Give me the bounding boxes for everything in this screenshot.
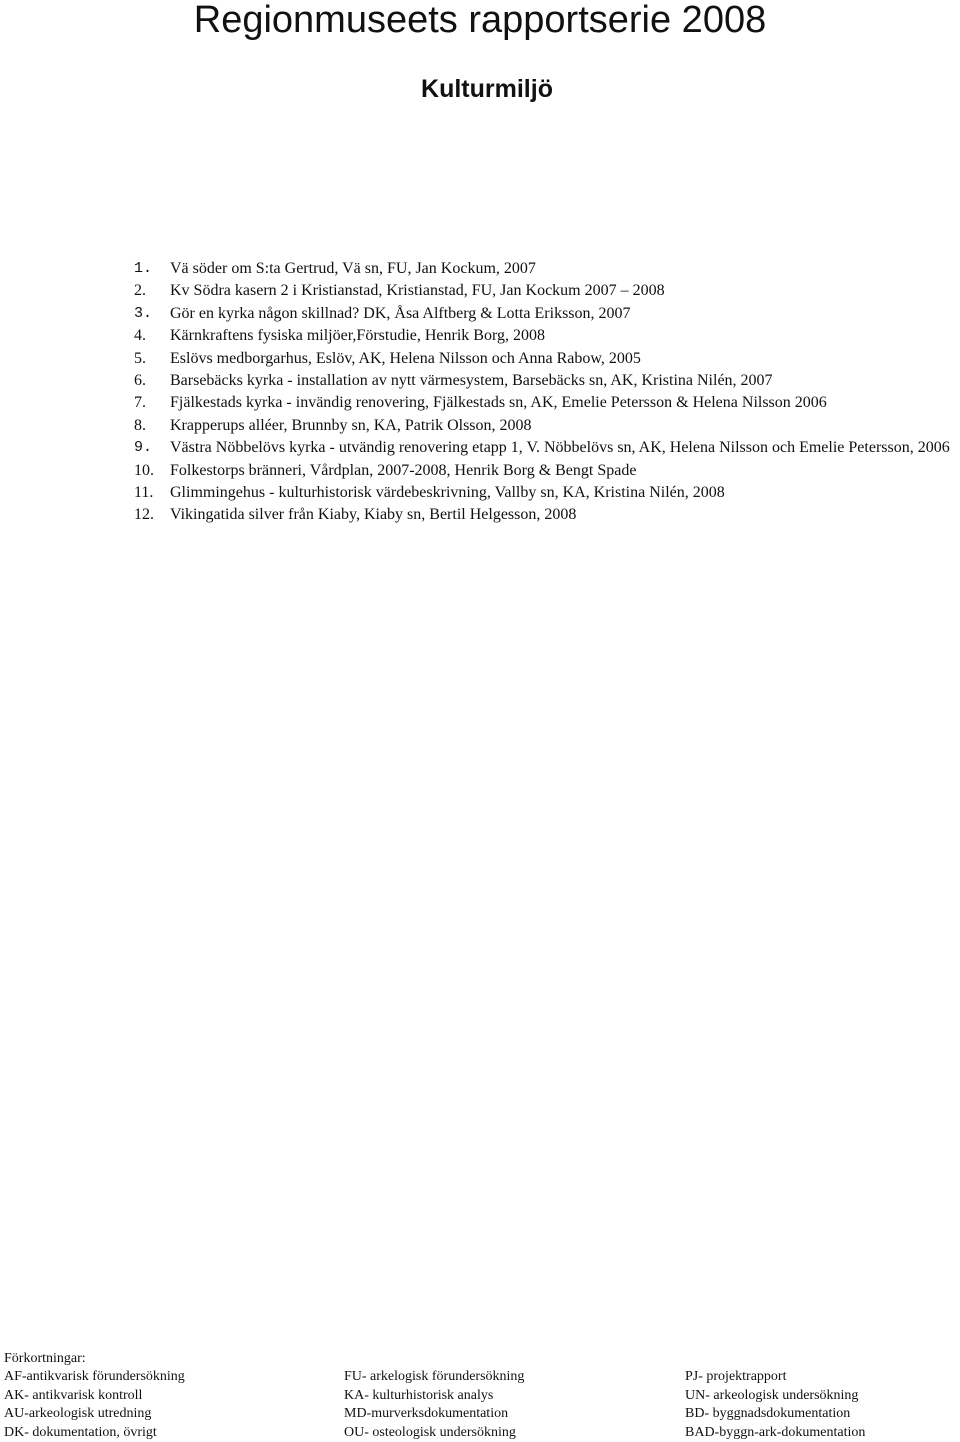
abbreviation-item: KA- kulturhistorisk analys — [344, 1387, 494, 1403]
item-number: 12. — [134, 506, 154, 524]
item-number: 2. — [134, 282, 146, 300]
document-subtitle: Kulturmiljö — [421, 75, 553, 103]
item-text: Folkestorps bränneri, Vårdplan, 2007-2008, Henrik Borg & Bengt Spade — [170, 461, 637, 479]
item-number: 10. — [134, 461, 154, 479]
list-item — [134, 437, 960, 459]
item-text: Vikingatida silver från Kiaby, Kiaby sn, Bertil Helgesson, 2008 — [170, 506, 577, 524]
item-number: 7. — [134, 394, 146, 412]
abbreviation-item: BD- byggnadsdokumentation — [685, 1406, 851, 1422]
item-number: 3. — [134, 304, 153, 322]
abbreviations-section — [4, 1350, 960, 1442]
list-item — [134, 280, 960, 302]
list-item — [134, 303, 960, 325]
abbreviation-item: AF-antikvarisk förundersökning — [4, 1369, 185, 1385]
list-item — [134, 415, 960, 437]
list-item — [134, 482, 960, 504]
item-number: 5. — [134, 349, 146, 367]
item-text: Krapperups alléer, Brunnby sn, KA, Patrik Olsson, 2008 — [170, 416, 532, 434]
item-text: Fjälkestads kyrka - invändig renovering, Fjälkestads sn, AK, Emelie Petersson & Helena Nilsson 2006 — [170, 394, 827, 412]
abbreviation-item: MD-murverksdokumentation — [344, 1406, 509, 1422]
list-item — [134, 348, 960, 370]
item-text: Kärnkraftens fysiska miljöer,Förstudie, Henrik Borg, 2008 — [170, 327, 545, 345]
item-text: Gör en kyrka någon skillnad? DK, Åsa Alftberg & Lotta Eriksson, 2007 — [170, 304, 631, 322]
abbreviation-item: UN- arkeologisk undersökning — [685, 1387, 859, 1403]
item-number: 6. — [134, 372, 146, 390]
abbreviation-item: AK- antikvarisk kontroll — [4, 1387, 143, 1403]
abbreviations-heading: Förkortningar: — [4, 1351, 86, 1366]
item-text: Kv Södra kasern 2 i Kristianstad, Kristianstad, FU, Jan Kockum 2007 – 2008 — [170, 282, 665, 300]
abbreviations-column-1 — [4, 1368, 185, 1442]
abbreviation-item: PJ- projektrapport — [685, 1369, 787, 1385]
list-item — [134, 504, 960, 526]
abbreviations-column-2 — [344, 1368, 524, 1442]
report-list — [134, 258, 960, 527]
list-item — [134, 258, 960, 280]
item-text: Eslövs medborgarhus, Eslöv, AK, Helena Nilsson och Anna Rabow, 2005 — [170, 349, 641, 367]
abbreviation-item: BAD-byggn-ark-dokumentation — [685, 1424, 866, 1440]
abbreviation-item: OU- osteologisk undersökning — [344, 1424, 516, 1440]
item-text: Västra Nöbbelövs kyrka - utvändig renovering etapp 1, V. Nöbbelövs sn, AK, Helena Nilsson och Emelie Petersson, 2006 — [170, 439, 950, 457]
item-number: 11. — [134, 484, 154, 502]
document-title: Regionmuseets rapportserie 2008 — [193, 0, 767, 41]
item-number: 1. — [134, 260, 153, 277]
list-item — [134, 370, 960, 392]
abbreviations-column-3 — [685, 1368, 865, 1442]
item-text: Vä söder om S:ta Gertrud, Vä sn, FU, Jan Kockum, 2007 — [170, 260, 536, 277]
abbreviation-item: FU- arkelogisk förundersökning — [344, 1369, 525, 1385]
list-item — [134, 460, 960, 482]
item-text: Barsebäcks kyrka - installation av nytt värmesystem, Barsebäcks sn, AK, Kristina Nilén, 2007 — [170, 372, 773, 390]
abbreviations-grid — [4, 1368, 960, 1442]
list-item — [134, 392, 960, 414]
item-number: 8. — [134, 416, 146, 434]
item-number: 4. — [134, 327, 146, 345]
list-item — [134, 325, 960, 347]
abbreviation-item: AU-arkeologisk utredning — [4, 1406, 152, 1422]
item-number: 9. — [134, 439, 153, 457]
abbreviation-item: DK- dokumentation, övrigt — [4, 1424, 157, 1440]
item-text: Glimmingehus - kulturhistorisk värdebeskrivning, Vallby sn, KA, Kristina Nilén, 2008 — [170, 484, 725, 502]
